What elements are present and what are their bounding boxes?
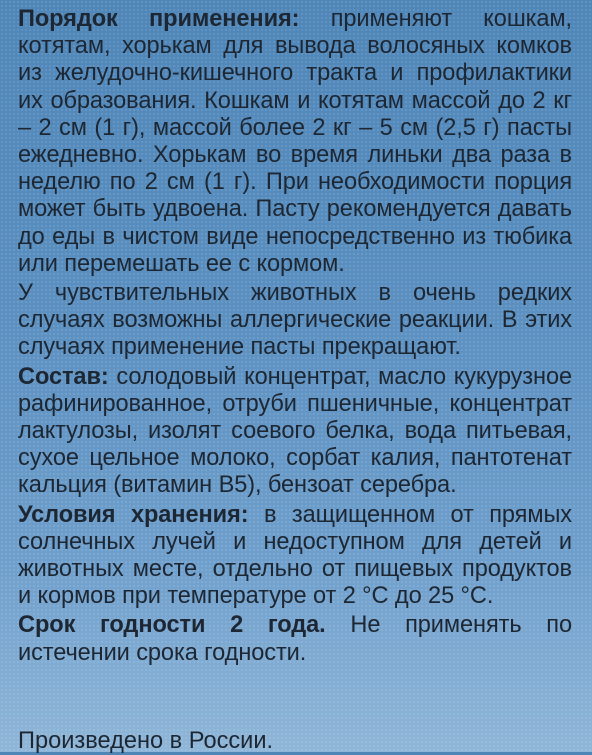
usage-text: применяют кошкам, котятам, хорькам для вывода волосяных комков из желудочно-кишечного тракта и профилактики их образования. Кошкам и котятам массой до 2 кг – 2 см (1 г), массой более 2 кг – 5 см (2,5 г) пасты ежедневно. Хорькам во время линьки два раза в неделю по 2 см (1 г). При необходимости порция может быть удвоена. Пасту рекомендуется давать до еды в чистом виде непосредственно из тюбика или перемешать ее с кормом. <box>18 6 572 277</box>
usage-label: Порядок применения: <box>18 6 300 32</box>
composition-label: Состав: <box>18 363 109 390</box>
storage-label: Условия хранения: <box>18 501 249 528</box>
origin-text: Произведено в России. <box>18 728 274 754</box>
shelf-life-label: Срок годности 2 года. <box>18 612 326 639</box>
allergy-text: У чувствительных животных в очень редких случаях возможны аллергические реакции. В этих случаях применение пасты прекращают. <box>18 280 572 361</box>
composition-text: солодовый концентрат, масло кукурузное рафинированное, отруби пшеничные, концентрат лактулозы, изолят соевого белка, вода питьевая, сухое цельное молоко, сорбат калия, пантотенат кальция (витамин B5), бензоат серебра. <box>18 363 572 499</box>
storage-text: в защищенном от прямых солнечных лучей и недоступном для детей и животных месте, отдельно от пищевых продуктов и кормов при температуре от 2 °С до 25 °С. <box>18 501 572 610</box>
shelf-life-section <box>18 612 572 666</box>
composition-section <box>18 364 572 500</box>
storage-section <box>18 502 572 611</box>
shelf-life-text: Не применять по истечении срока годности. <box>18 612 572 666</box>
allergy-section <box>18 280 572 362</box>
usage-section <box>18 6 572 278</box>
